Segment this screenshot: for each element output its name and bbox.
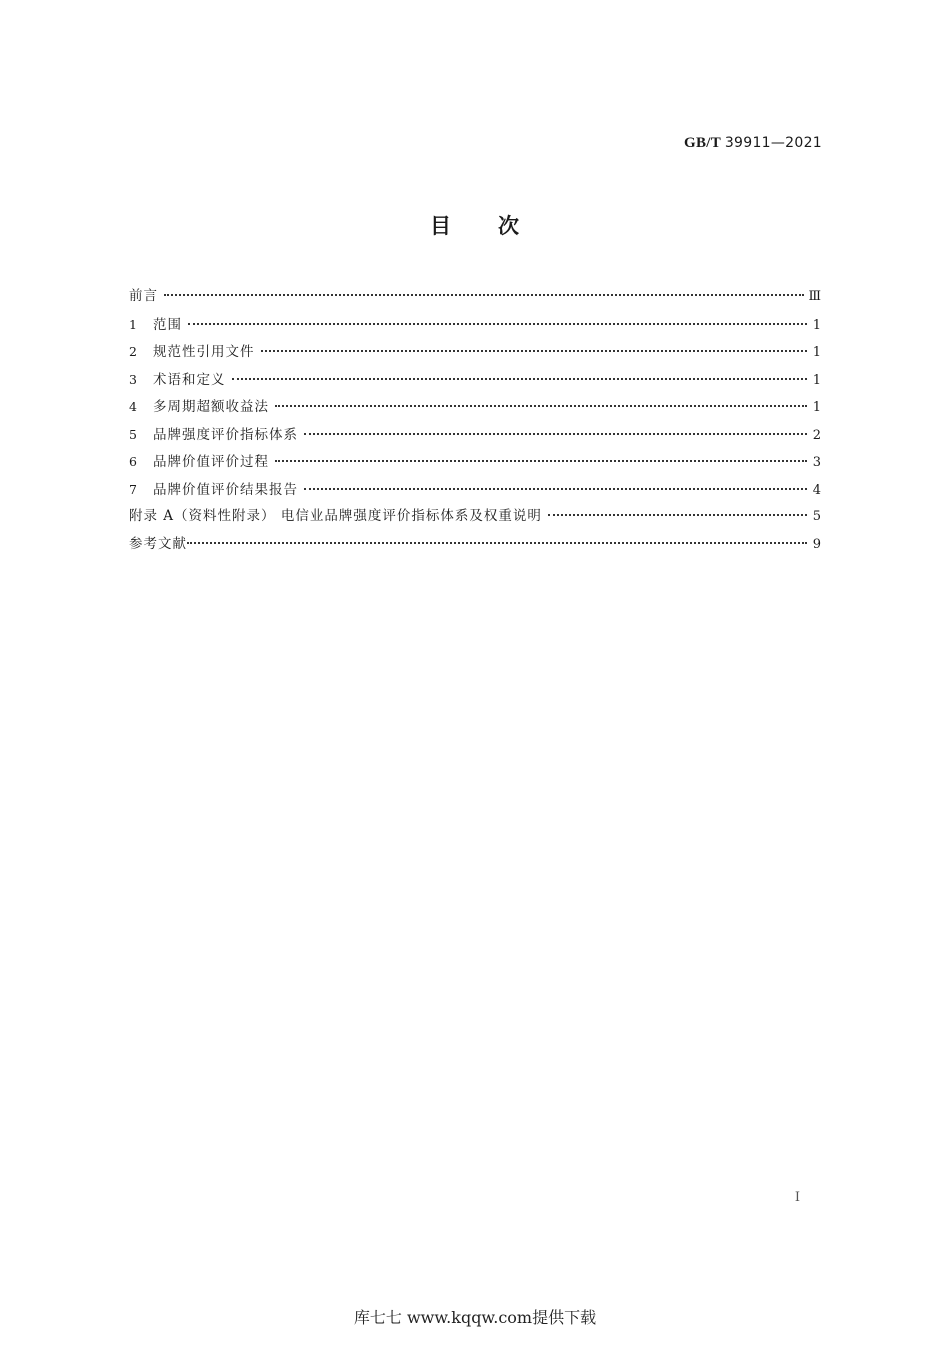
standard-code: 39911—2021 — [724, 135, 822, 151]
toc-entry-page: 1 — [812, 345, 821, 360]
toc-entry-label: 附录 A（资料性附录） 电信业品牌强度评价指标体系及权重说明 — [129, 508, 542, 524]
toc-entry-5[interactable] — [129, 421, 821, 449]
toc-entry-3[interactable] — [129, 366, 821, 394]
toc-entry-appendix-a[interactable] — [129, 503, 821, 531]
toc-entry-page: 3 — [812, 455, 821, 470]
toc-entry-page: 9 — [812, 536, 821, 552]
toc-entry-label: 多周期超额收益法 — [153, 399, 269, 415]
toc-dot-leader — [232, 377, 808, 380]
toc-entry-page: 2 — [812, 427, 821, 443]
toc-entry-number: 6 — [129, 454, 137, 469]
toc-dot-leader — [548, 513, 807, 516]
download-watermark: 库七七 www.kqqw.com提供下载 — [353, 1308, 597, 1327]
toc-entry-number: 5 — [129, 426, 137, 442]
toc-entry-references[interactable] — [129, 531, 821, 559]
toc-entry-number: 3 — [129, 371, 137, 387]
toc-entry-label: 范围 — [153, 316, 182, 333]
toc-entry-label: 参考文献 — [129, 535, 187, 552]
toc-entry-2[interactable] — [129, 338, 821, 366]
toc-entry-number: 4 — [129, 399, 137, 414]
toc-entry-1[interactable] — [129, 311, 821, 339]
toc-entry-label: 品牌价值评价过程 — [153, 454, 269, 470]
toc-dot-leader — [187, 541, 807, 544]
toc-entry-6[interactable] — [129, 448, 821, 476]
toc-title-part2: 次 — [498, 214, 520, 238]
toc-entry-4[interactable] — [129, 393, 821, 421]
toc-entry-page: 1 — [812, 317, 821, 333]
standard-prefix: GB/T — [683, 135, 721, 151]
toc-entry-label: 术语和定义 — [153, 371, 226, 388]
toc-dot-leader — [275, 459, 807, 462]
toc-entry-page: 5 — [812, 509, 821, 524]
toc-list — [129, 283, 821, 558]
toc-entry-page: Ⅲ — [808, 289, 821, 304]
toc-dot-leader — [275, 404, 807, 407]
toc-dot-leader — [188, 322, 807, 325]
page-number: I — [794, 1190, 800, 1205]
toc-entry-page: 4 — [812, 482, 821, 498]
toc-entry-label: 品牌价值评价结果报告 — [153, 481, 298, 498]
toc-entry-number: 7 — [129, 481, 137, 497]
toc-entry-preface[interactable] — [129, 283, 821, 311]
toc-dot-leader — [304, 487, 807, 490]
toc-dot-leader — [261, 349, 808, 352]
toc-title — [0, 210, 950, 240]
standard-number — [684, 135, 822, 152]
toc-entry-label: 前言 — [129, 288, 158, 304]
toc-dot-leader — [304, 432, 807, 435]
toc-entry-label: 规范性引用文件 — [153, 344, 255, 360]
toc-entry-number: 2 — [129, 344, 137, 359]
toc-entry-number: 1 — [129, 316, 137, 332]
toc-entry-label: 品牌强度评价指标体系 — [153, 426, 298, 443]
toc-entry-page: 1 — [812, 372, 821, 388]
toc-entry-page: 1 — [812, 400, 821, 415]
toc-title-part1: 目 — [430, 214, 452, 238]
toc-entry-7[interactable] — [129, 476, 821, 504]
toc-dot-leader — [164, 293, 804, 296]
